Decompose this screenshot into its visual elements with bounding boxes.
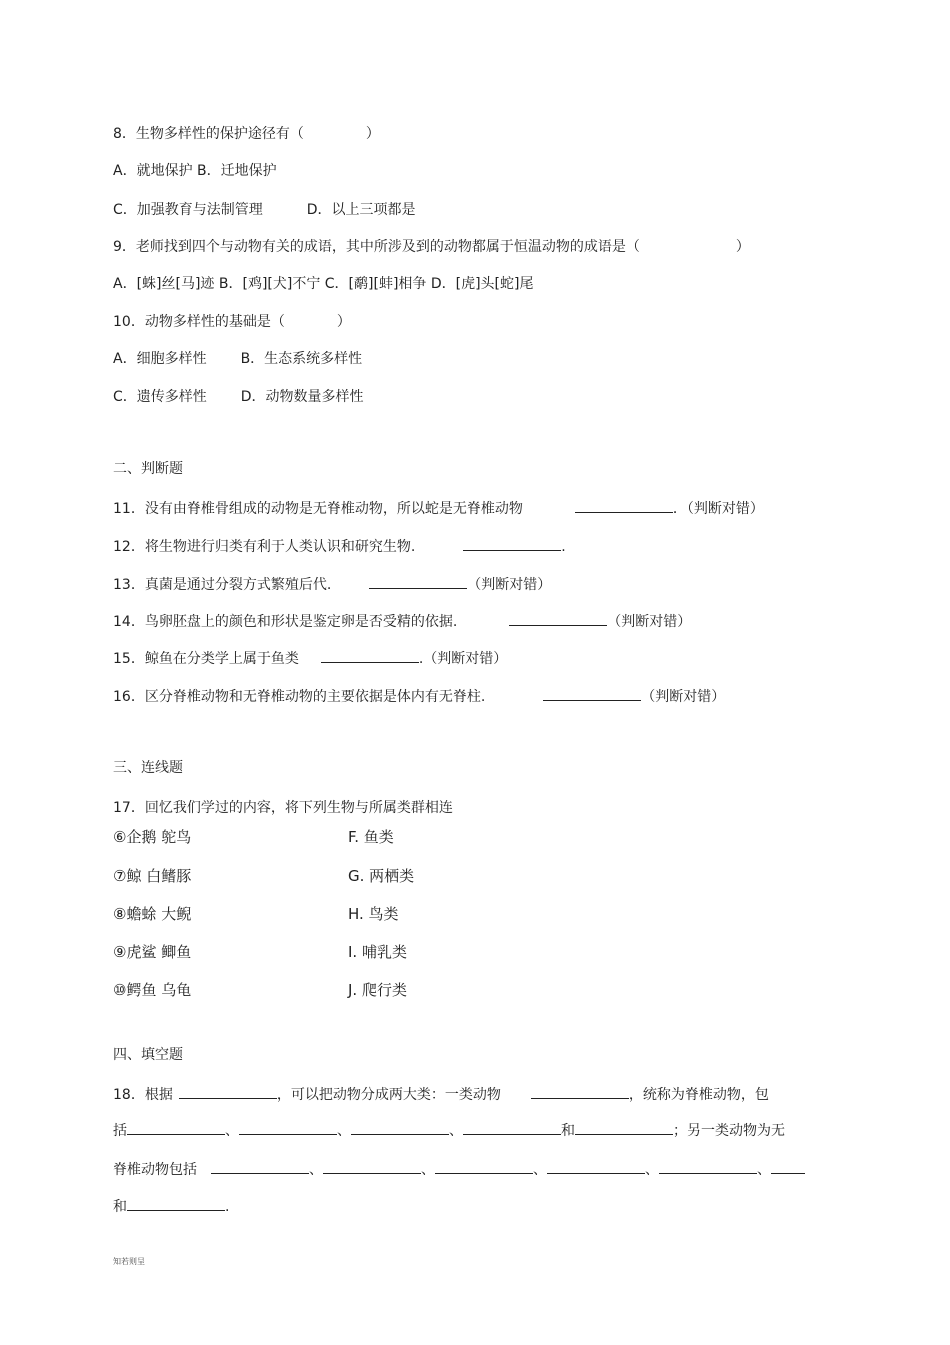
- q18-text: 括: [113, 1123, 127, 1139]
- q18-blank[interactable]: [463, 1120, 561, 1135]
- q12-tail: .: [561, 539, 566, 555]
- q18-sep: 、: [225, 1123, 239, 1139]
- q8-stem-text: 8．生物多样性的保护途径有（: [113, 126, 304, 142]
- q18-sep: 、: [309, 1162, 323, 1178]
- q18-sep: 、: [449, 1123, 463, 1139]
- q11-text: 11．没有由脊椎骨组成的动物是无脊椎动物，所以蛇是无脊椎动物: [113, 501, 523, 517]
- q18-line-1: [113, 1084, 769, 1105]
- q9-stem: [113, 237, 750, 257]
- q17-right-item[interactable]: J. 爬行类: [348, 981, 407, 999]
- q18-blank[interactable]: [659, 1159, 757, 1174]
- q16-text: 16．区分脊椎动物和无脊椎动物的主要依据是体内有无脊柱.: [113, 689, 486, 705]
- q10-stem-text: 10．动物多样性的基础是（: [113, 314, 285, 330]
- q8-stem: [113, 124, 380, 144]
- q10-options-ab: [113, 349, 362, 369]
- q17-right-item[interactable]: I. 哺乳类: [348, 943, 407, 961]
- q18-blank[interactable]: [211, 1159, 309, 1174]
- q18-sep: 、: [421, 1162, 435, 1178]
- q18-text: ；另一类动物为无: [673, 1123, 785, 1139]
- q18-sep: 、: [337, 1123, 351, 1139]
- q18-blank[interactable]: [179, 1084, 277, 1099]
- q17-left-item[interactable]: ⑦鲸 白鳍豚: [113, 867, 192, 885]
- q18-text: 18．根据: [113, 1087, 173, 1103]
- q8-options-ab: A．就地保护 B．迁地保护: [113, 163, 277, 179]
- q14: [113, 611, 691, 632]
- q15-text: 15．鲸鱼在分类学上属于鱼类: [113, 651, 299, 667]
- q14-text: 14．鸟卵胚盘上的颜色和形状是鉴定卵是否受精的依据.: [113, 614, 458, 630]
- q12-text: 12．将生物进行归类有利于人类认识和研究生物.: [113, 539, 416, 555]
- q8-option-d: D．以上三项都是: [306, 202, 416, 218]
- q17-stem: 17．回忆我们学过的内容，将下列生物与所属类群相连: [113, 800, 453, 816]
- q18-text: ，可以把动物分成两大类：一类动物: [276, 1087, 501, 1103]
- q17-right-item[interactable]: H. 鸟类: [348, 905, 399, 923]
- q18-sep: 、: [757, 1162, 771, 1178]
- q18-and: 和: [113, 1199, 127, 1215]
- q17-right-item[interactable]: G. 两栖类: [348, 867, 415, 885]
- q12: [113, 536, 566, 557]
- q18-blank[interactable]: [547, 1159, 645, 1174]
- q13-tail: （判断对错）: [467, 577, 552, 593]
- section-3-heading: 三、连线题: [113, 760, 183, 776]
- q18-sep: 、: [645, 1162, 659, 1178]
- q18-line-2: [113, 1120, 785, 1141]
- q16-answer-blank[interactable]: [543, 686, 641, 701]
- q8-option-c: C．加强教育与法制管理: [113, 202, 263, 218]
- section-4-heading: 四、填空题: [113, 1047, 183, 1063]
- q18-sep: 、: [533, 1162, 547, 1178]
- q10-option-b: B．生态系统多样性: [240, 351, 363, 367]
- q10-option-d: D．动物数量多样性: [240, 389, 364, 405]
- q13-text: 13．真菌是通过分裂方式繁殖后代.: [113, 577, 332, 593]
- q9-stem-text: 9．老师找到四个与动物有关的成语，其中所涉及到的动物都属于恒温动物的成语是（: [113, 239, 640, 255]
- q8-close: ）: [365, 126, 380, 142]
- q12-answer-blank[interactable]: [463, 536, 561, 551]
- q10-options-cd: [113, 387, 364, 407]
- q11-answer-blank[interactable]: [575, 498, 673, 513]
- q16-tail: （判断对错）: [641, 689, 726, 705]
- q14-tail: （判断对错）: [607, 614, 692, 630]
- q15-tail: .（判断对错）: [418, 651, 508, 667]
- q18-text: .: [225, 1199, 230, 1215]
- q17-left-item[interactable]: ⑨虎鲨 鲫鱼: [113, 943, 192, 961]
- q11: [113, 498, 764, 519]
- q17-left-item[interactable]: ⑩鳄鱼 乌龟: [113, 981, 192, 999]
- q18-text: 脊椎动物包括: [113, 1162, 197, 1178]
- q18-blank[interactable]: [351, 1120, 449, 1135]
- q18-blank[interactable]: [323, 1159, 421, 1174]
- q8-options-cd: [113, 200, 416, 220]
- q15: [113, 648, 507, 669]
- q18-blank[interactable]: [575, 1120, 673, 1135]
- q14-answer-blank[interactable]: [509, 611, 607, 626]
- q15-answer-blank[interactable]: [321, 648, 419, 663]
- q13-answer-blank[interactable]: [369, 574, 467, 589]
- q18-text: ，统称为脊椎动物，包: [628, 1087, 769, 1103]
- q17-left-item[interactable]: ⑥企鹅 鸵鸟: [113, 828, 192, 846]
- section-2-heading: 二、判断题: [113, 461, 183, 477]
- q16: [113, 686, 725, 707]
- q18-blank[interactable]: [127, 1196, 225, 1211]
- q11-tail: ．（判断对错）: [672, 501, 764, 517]
- q17-left-item[interactable]: ⑧蟾蜍 大鲵: [113, 905, 192, 923]
- q9-close: ）: [735, 239, 750, 255]
- q10-close: ）: [336, 314, 351, 330]
- q10-option-a: A．细胞多样性: [113, 351, 207, 367]
- q13: [113, 574, 551, 595]
- q18-and: 和: [561, 1123, 575, 1139]
- q18-blank[interactable]: [771, 1159, 805, 1174]
- q18-line-4: [113, 1196, 229, 1217]
- q18-blank[interactable]: [531, 1084, 629, 1099]
- q18-blank[interactable]: [239, 1120, 337, 1135]
- q10-stem: [113, 312, 351, 332]
- q18-line-3: [113, 1159, 805, 1180]
- q17-right-item[interactable]: F. 鱼类: [348, 828, 394, 846]
- q18-blank[interactable]: [435, 1159, 533, 1174]
- page-footer: 知若则呈: [113, 1257, 145, 1266]
- q10-option-c: C．遗传多样性: [113, 389, 207, 405]
- q9-options: A．[蛛]丝[马]迹 B．[鸡][犬]不宁 C．[鹬][蚌]相争 D．[虎]头[蛇]尾: [113, 276, 534, 292]
- q18-blank[interactable]: [127, 1120, 225, 1135]
